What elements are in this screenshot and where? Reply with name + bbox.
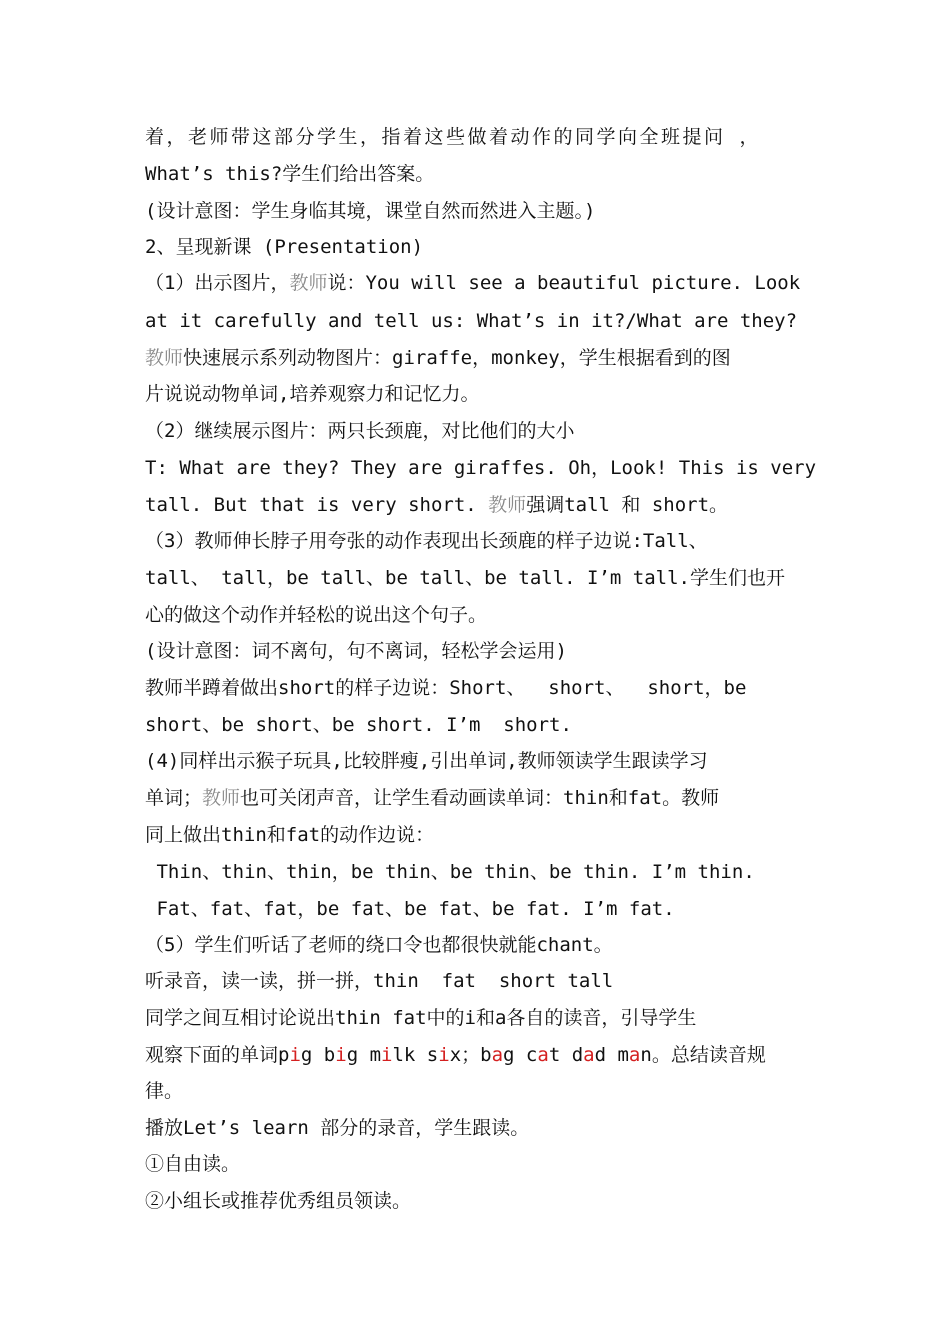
text-line: 教师半蹲着做出short的样子边说：Short、 short、 short，be xyxy=(145,677,747,699)
text-segment: lk s xyxy=(392,1044,439,1066)
highlighted-vowel: a xyxy=(583,1044,595,1066)
text-line: 同上做出thin和fat的动作边说： xyxy=(145,824,435,846)
text-line: What’s this?学生们给出答案。 xyxy=(145,163,435,185)
text-segment: 观察下面的单词p xyxy=(145,1044,290,1066)
text-line: (设计意图：词不离句，句不离词，轻松学会运用) xyxy=(145,640,567,662)
highlighted-vowel: a xyxy=(491,1044,504,1066)
text-segment: d m xyxy=(594,1044,629,1066)
text-line: Fat、fat、fat，be fat、be fat、be fat. I’m fat. xyxy=(145,898,675,920)
text-line: short、be short、be short. I’m short. xyxy=(145,714,572,736)
highlighted-vowel: a xyxy=(537,1044,549,1066)
text-line: 单词；教师也可关闭声音，让学生看动画读单词：thin和fat。教师 xyxy=(145,787,720,809)
text-line: （1）出示图片，教师说：You will see a beautiful picture. Look xyxy=(145,272,801,294)
text-line: Thin、thin、thin，be thin、be thin、be thin. I’m thin. xyxy=(145,861,755,883)
highlighted-vowel: a xyxy=(628,1044,641,1066)
text-line: 心的做这个动作并轻松的说出这个句子。 xyxy=(145,604,488,626)
text-segment: g m xyxy=(346,1044,382,1066)
text-line: 听录音，读一读，拼一拼，thin fat short tall xyxy=(145,970,614,992)
text-line: tall、 tall，be tall、be tall、be tall. I’m tall.学生们也开 xyxy=(145,567,785,589)
highlighted-vowel: i xyxy=(438,1044,450,1066)
text-line: T: What are they? They are giraffes. Oh，Look! This is very xyxy=(145,457,817,479)
text-line: （2）继续展示图片：两只长颈鹿，对比他们的大小 xyxy=(145,420,575,442)
text-line: 播放Let’s learn 部分的录音，学生跟读。 xyxy=(145,1117,530,1139)
text-line: at it carefully and tell us: What’s in it?/What are they? xyxy=(145,310,798,332)
text-line: (设计意图：学生身临其境，课堂自然而然进入主题。) xyxy=(145,200,596,222)
text-line-highlighted-vowels xyxy=(145,1042,766,1068)
text-line: （3）教师伸长脖子用夸张的动作表现出长颈鹿的样子边说:Tall、 xyxy=(145,530,708,552)
text-line: 教师快速展示系列动物图片：giraffe，monkey，学生根据看到的图 xyxy=(145,347,731,369)
text-segment: n。总结读音规 xyxy=(640,1044,766,1066)
text-segment: t d xyxy=(548,1044,584,1066)
text-segment: g b xyxy=(300,1044,336,1066)
text-line: 片说说动物单词,培养观察力和记忆力。 xyxy=(145,383,480,405)
text-line: （5）学生们听话了老师的绕口令也都很快就能chant。 xyxy=(145,934,613,956)
section-heading: 2、呈现新课 (Presentation) xyxy=(145,236,424,258)
text-segment: g c xyxy=(503,1044,538,1066)
highlighted-vowel: i xyxy=(335,1044,347,1066)
highlighted-vowel: i xyxy=(381,1044,393,1066)
text-line: 着，老师带这部分学生，指着这些做着动作的同学向全班提问 ， xyxy=(145,126,761,148)
text-line: 律。 xyxy=(145,1080,184,1102)
list-item: ②小组长或推荐优秀组员领读。 xyxy=(145,1190,412,1212)
text-line: (4)同样出示猴子玩具,比较胖瘦,引出单词,教师领读学生跟读学习 xyxy=(145,750,708,772)
list-item: ①自由读。 xyxy=(145,1153,241,1175)
text-segment: x；b xyxy=(449,1044,492,1066)
text-line: tall. But that is very short. 教师强调tall 和 short。 xyxy=(145,494,729,516)
text-line: 同学之间互相讨论说出thin fat中的i和a各自的读音，引导学生 xyxy=(145,1007,697,1029)
highlighted-vowel: i xyxy=(289,1044,301,1066)
